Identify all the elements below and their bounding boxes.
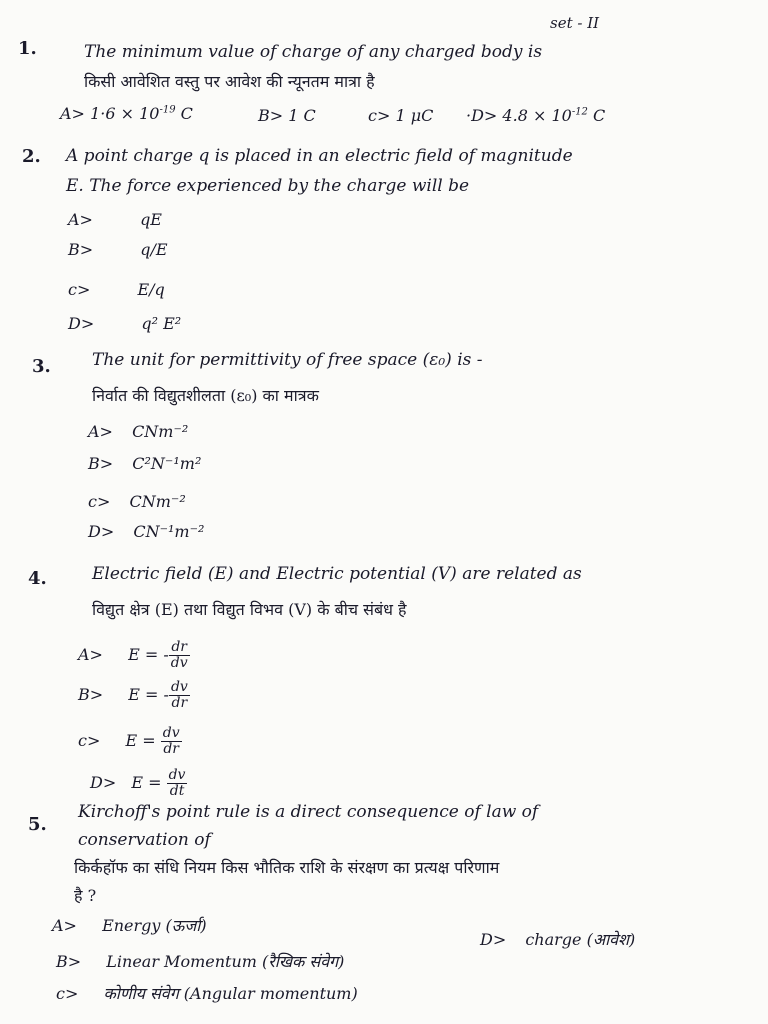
question-3-text-hi: निर्वात की विद्युतशीलता (ε₀) का मात्रक <box>92 386 319 405</box>
option-lhs: E = <box>125 731 156 750</box>
fraction-numerator: dv <box>170 679 188 695</box>
option-key: c> <box>368 106 391 125</box>
option-sign: - <box>163 645 169 664</box>
set-label: set - II <box>550 14 600 32</box>
q3-option-d <box>88 522 204 541</box>
option-text: 4.8 × 10 <box>502 106 572 125</box>
option-unit: C <box>593 106 606 125</box>
option-text: C²N⁻¹m² <box>132 454 202 473</box>
option-text: CNm⁻² <box>129 492 186 511</box>
question-5-text-hi: किर्कहॉफ का संधि नियम किस भौतिक राशि के संरक्षण का प्रत्यक्ष परिणाम <box>74 858 500 877</box>
option-text: Energy (ऊर्जा) <box>102 916 207 935</box>
q3-option-c <box>88 492 186 511</box>
fraction-numerator: dv <box>162 725 180 741</box>
option-key: c> <box>88 492 111 511</box>
option-key: c> <box>68 280 91 299</box>
option-text: CN⁻¹m⁻² <box>133 522 205 541</box>
option-key: A> <box>88 422 113 441</box>
q3-option-b <box>88 454 201 473</box>
fraction-numerator: dr <box>169 640 190 656</box>
option-exponent: -19 <box>159 104 176 116</box>
option-key: A> <box>52 916 77 935</box>
fraction <box>169 680 190 711</box>
option-key: B> <box>88 454 114 473</box>
option-key: A> <box>78 645 103 664</box>
option-key: B> <box>258 106 284 125</box>
question-5-number: 5. <box>28 814 47 835</box>
fraction-denominator: dt <box>169 783 185 799</box>
option-text: कोणीय संवेग (Angular momentum) <box>103 984 358 1003</box>
option-text: qE <box>140 210 162 229</box>
fraction-numerator: dv <box>168 767 186 783</box>
q5-option-c <box>56 982 358 1004</box>
option-text: charge (आवेश) <box>525 930 636 949</box>
option-key: D> <box>480 930 507 949</box>
option-lhs: E = <box>128 645 159 664</box>
question-1-text-hi: किसी आवेशित वस्तु पर आवेश की न्यूनतम मात्रा है <box>84 72 375 91</box>
question-3-text-en: The unit for permittivity of free space (ε₀) is - <box>92 350 483 370</box>
question-2-number: 2. <box>22 146 41 167</box>
option-unit: C <box>180 104 193 123</box>
q1-option-d <box>466 106 605 125</box>
question-2-text-en: A point charge q is placed in an electric field of magnitude <box>66 146 573 166</box>
question-3-number: 3. <box>32 356 51 377</box>
option-key: D> <box>90 773 117 792</box>
q2-option-b: B> q/E <box>68 240 168 259</box>
option-text: 1 μC <box>395 106 434 125</box>
question-1-number: 1. <box>18 38 37 59</box>
q1-option-c <box>368 106 433 125</box>
option-key: B> <box>56 952 82 971</box>
q4-option-b <box>78 680 190 711</box>
question-1-text-en: The minimum value of charge of any charged body is <box>84 42 543 62</box>
option-text: E/q <box>137 280 165 299</box>
option-key: c> <box>56 984 79 1003</box>
option-sign: - <box>163 685 169 704</box>
q1-option-b <box>258 106 316 125</box>
q5-option-d <box>480 928 635 950</box>
q5-option-b <box>56 950 344 972</box>
option-key: ·D> <box>466 106 498 125</box>
fraction-denominator: E <box>155 240 168 259</box>
option-text: 1 C <box>288 106 316 125</box>
question-4-number: 4. <box>28 568 47 589</box>
option-text: q² E² <box>141 314 182 333</box>
question-5-text-en: Kirchoff's point rule is a direct consequence of law of <box>78 802 539 822</box>
option-key: D> <box>88 522 115 541</box>
q4-option-a <box>78 640 190 671</box>
option-text: 1·6 × 10 <box>90 104 160 123</box>
option-exponent: -12 <box>571 106 588 118</box>
fraction-denominator: dv <box>170 655 188 671</box>
option-key: B> <box>78 685 104 704</box>
option-key: B> <box>68 240 94 259</box>
option-text: CNm⁻² <box>132 422 189 441</box>
fraction <box>169 640 190 671</box>
q4-option-c <box>78 726 182 757</box>
fraction-numerator: q <box>140 240 151 259</box>
q2-option-a <box>68 210 162 229</box>
option-key: A> <box>60 104 85 123</box>
question-4-text-hi: विद्युत क्षेत्र (E) तथा विद्युत विभव (V) के बीच संबंध है <box>92 600 407 619</box>
option-key: c> <box>78 731 101 750</box>
question-4-text-en: Electric field (E) and Electric potential (V) are related as <box>92 564 582 584</box>
fraction <box>167 768 188 799</box>
option-key: A> <box>68 210 93 229</box>
q4-option-d <box>90 768 187 799</box>
fraction-denominator: dr <box>171 695 188 711</box>
q3-option-a <box>88 422 188 441</box>
option-lhs: E = <box>131 773 162 792</box>
question-5-text-en-2: conservation of <box>78 830 211 850</box>
question-2-text-en-2: E. The force experienced by the charge will be <box>66 176 470 196</box>
option-text: Linear Momentum (रैखिक संवेग) <box>106 952 345 971</box>
option-key: D> <box>68 314 95 333</box>
q2-option-d <box>68 314 181 333</box>
q5-option-a <box>52 914 207 936</box>
question-5-text-hi-2: है ? <box>74 886 97 905</box>
option-lhs: E = <box>128 685 159 704</box>
q1-option-a <box>60 104 193 123</box>
fraction-denominator: dr <box>163 741 179 757</box>
fraction <box>161 726 182 757</box>
q2-option-c <box>68 280 165 299</box>
